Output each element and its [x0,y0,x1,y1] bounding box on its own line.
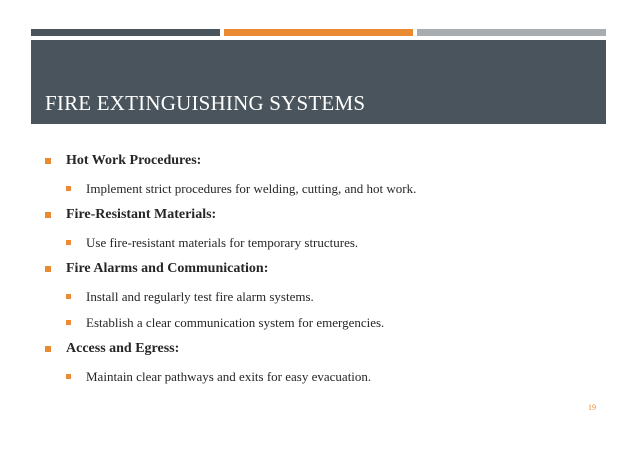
square-bullet-icon [45,212,51,218]
list-item [45,286,605,312]
top-accent-bar-orange [224,29,413,36]
list-item-label: Hot Work Procedures: [66,153,202,168]
list-item [45,338,605,366]
list-item-label: Maintain clear pathways and exits for easy evacuation. [86,369,372,384]
list-item [45,312,605,338]
list-item-label: Install and regularly test fire alarm systems. [86,289,314,304]
square-bullet-icon [45,346,51,352]
title-banner [31,40,606,124]
list-item [45,366,605,392]
square-bullet-icon [66,294,71,299]
page-number: 19 [588,403,596,412]
list-item [45,204,605,232]
top-accent-bar-gray [417,29,606,36]
square-bullet-icon [66,240,71,245]
square-bullet-icon [45,266,51,272]
list-item [45,258,605,286]
list-item [45,232,605,258]
square-bullet-icon [66,320,71,325]
list-item-label: Fire Alarms and Communication: [66,261,269,276]
list-item-label: Implement strict procedures for welding, cutting, and hot work. [86,181,417,196]
list-item-label: Establish a clear communication system for emergencies. [86,315,385,330]
square-bullet-icon [66,186,71,191]
list-item [45,150,605,178]
list-item [45,178,605,204]
list-item-label: Fire-Resistant Materials: [66,207,217,222]
square-bullet-icon [45,158,51,164]
top-accent-bar-dark [31,29,220,36]
square-bullet-icon [66,374,71,379]
list-item-label: Access and Egress: [66,341,180,356]
list-item-label: Use fire-resistant materials for temporary structures. [86,235,359,250]
slide-title: FIRE EXTINGUISHING SYSTEMS [45,91,366,115]
bullet-list [45,150,605,392]
